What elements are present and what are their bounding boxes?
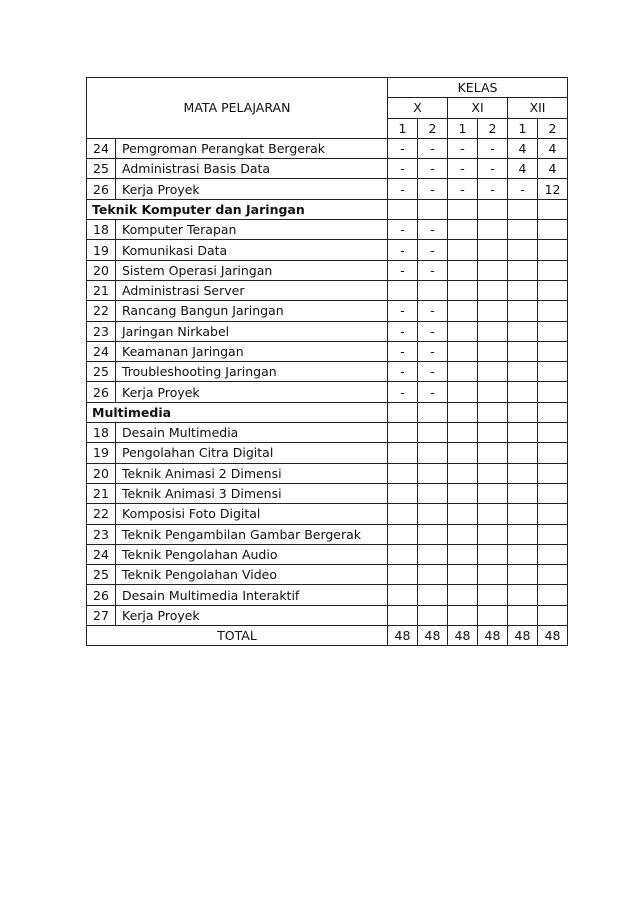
hours-cell bbox=[418, 483, 448, 503]
hours-cell: 4 bbox=[508, 159, 538, 179]
table-row bbox=[87, 220, 568, 240]
hours-cell bbox=[418, 585, 448, 605]
hours-cell bbox=[388, 423, 418, 443]
table-row bbox=[87, 260, 568, 280]
table-row bbox=[87, 301, 568, 321]
table-row bbox=[87, 483, 568, 503]
section-row bbox=[87, 199, 568, 219]
hours-cell bbox=[538, 321, 568, 341]
hours-cell bbox=[508, 585, 538, 605]
hours-cell bbox=[478, 585, 508, 605]
kelas-header: KELAS bbox=[388, 78, 568, 98]
hours-cell bbox=[388, 280, 418, 300]
table-row bbox=[87, 321, 568, 341]
table-row bbox=[87, 463, 568, 483]
hours-cell bbox=[508, 443, 538, 463]
row-number: 19 bbox=[87, 240, 116, 260]
hours-cell bbox=[478, 280, 508, 300]
table-row bbox=[87, 159, 568, 179]
subject-name: Komputer Terapan bbox=[116, 220, 388, 240]
hours-cell bbox=[478, 524, 508, 544]
table-header bbox=[87, 78, 568, 139]
table-row bbox=[87, 362, 568, 382]
curriculum-table bbox=[86, 77, 568, 646]
table-row bbox=[87, 524, 568, 544]
hours-cell bbox=[418, 605, 448, 625]
empty-cell bbox=[388, 402, 418, 422]
hours-cell bbox=[508, 605, 538, 625]
hours-cell bbox=[448, 382, 478, 402]
hours-cell bbox=[388, 524, 418, 544]
hours-cell bbox=[538, 585, 568, 605]
semester-header: 1 bbox=[388, 118, 418, 138]
hours-cell bbox=[478, 220, 508, 240]
empty-cell bbox=[508, 402, 538, 422]
section-title: Multimedia bbox=[87, 402, 388, 422]
subject-name: Teknik Pengambilan Gambar Bergerak bbox=[116, 524, 388, 544]
hours-cell bbox=[508, 463, 538, 483]
subject-name: Kerja Proyek bbox=[116, 179, 388, 199]
row-number: 18 bbox=[87, 220, 116, 240]
hours-cell bbox=[508, 504, 538, 524]
hours-cell bbox=[508, 321, 538, 341]
table-row bbox=[87, 585, 568, 605]
hours-cell bbox=[448, 483, 478, 503]
hours-cell: - bbox=[388, 260, 418, 280]
hours-cell: - bbox=[418, 321, 448, 341]
hours-cell bbox=[418, 423, 448, 443]
hours-cell bbox=[478, 301, 508, 321]
row-number: 24 bbox=[87, 341, 116, 361]
hours-cell bbox=[538, 301, 568, 321]
row-number: 26 bbox=[87, 382, 116, 402]
subject-name: Kerja Proyek bbox=[116, 605, 388, 625]
empty-cell bbox=[478, 402, 508, 422]
total-value: 48 bbox=[538, 626, 568, 646]
hours-cell: - bbox=[418, 220, 448, 240]
subject-name: Rancang Bangun Jaringan bbox=[116, 301, 388, 321]
subject-name: Desain Multimedia bbox=[116, 423, 388, 443]
row-number: 21 bbox=[87, 280, 116, 300]
hours-cell bbox=[478, 443, 508, 463]
hours-cell: - bbox=[388, 220, 418, 240]
row-number: 21 bbox=[87, 483, 116, 503]
hours-cell bbox=[538, 463, 568, 483]
empty-cell bbox=[478, 199, 508, 219]
row-number: 25 bbox=[87, 565, 116, 585]
section-title: Teknik Komputer dan Jaringan bbox=[87, 199, 388, 219]
hours-cell bbox=[448, 565, 478, 585]
hours-cell bbox=[508, 524, 538, 544]
hours-cell bbox=[478, 362, 508, 382]
table-row bbox=[87, 179, 568, 199]
subject-name: Troubleshooting Jaringan bbox=[116, 362, 388, 382]
hours-cell bbox=[418, 565, 448, 585]
subject-name: Teknik Animasi 2 Dimensi bbox=[116, 463, 388, 483]
empty-cell bbox=[418, 199, 448, 219]
hours-cell bbox=[538, 483, 568, 503]
row-number: 26 bbox=[87, 585, 116, 605]
empty-cell bbox=[508, 199, 538, 219]
semester-header: 1 bbox=[448, 118, 478, 138]
hours-cell: - bbox=[418, 240, 448, 260]
row-number: 25 bbox=[87, 362, 116, 382]
row-number: 27 bbox=[87, 605, 116, 625]
row-number: 22 bbox=[87, 504, 116, 524]
hours-cell bbox=[538, 362, 568, 382]
hours-cell bbox=[478, 321, 508, 341]
semester-header: 2 bbox=[538, 118, 568, 138]
hours-cell bbox=[508, 341, 538, 361]
hours-cell bbox=[478, 483, 508, 503]
grade-x-header: X bbox=[388, 98, 448, 118]
row-number: 22 bbox=[87, 301, 116, 321]
row-number: 24 bbox=[87, 138, 116, 158]
hours-cell bbox=[448, 220, 478, 240]
hours-cell bbox=[538, 544, 568, 564]
subject-name: Teknik Pengolahan Video bbox=[116, 565, 388, 585]
hours-cell bbox=[508, 423, 538, 443]
hours-cell: - bbox=[388, 341, 418, 361]
subject-name: Pengolahan Citra Digital bbox=[116, 443, 388, 463]
hours-cell bbox=[538, 220, 568, 240]
hours-cell bbox=[478, 423, 508, 443]
subject-name: Teknik Animasi 3 Dimensi bbox=[116, 483, 388, 503]
subject-name: Pemgroman Perangkat Bergerak bbox=[116, 138, 388, 158]
hours-cell bbox=[538, 504, 568, 524]
hours-cell bbox=[388, 565, 418, 585]
hours-cell: - bbox=[418, 341, 448, 361]
hours-cell bbox=[478, 382, 508, 402]
table-row bbox=[87, 138, 568, 158]
table-row bbox=[87, 443, 568, 463]
hours-cell bbox=[418, 463, 448, 483]
hours-cell bbox=[538, 524, 568, 544]
hours-cell bbox=[538, 423, 568, 443]
hours-cell bbox=[448, 443, 478, 463]
hours-cell: - bbox=[508, 179, 538, 199]
hours-cell bbox=[538, 280, 568, 300]
subject-name: Sistem Operasi Jaringan bbox=[116, 260, 388, 280]
hours-cell bbox=[388, 605, 418, 625]
hours-cell bbox=[508, 362, 538, 382]
hours-cell bbox=[478, 565, 508, 585]
hours-cell bbox=[388, 585, 418, 605]
hours-cell bbox=[448, 544, 478, 564]
hours-cell: - bbox=[388, 321, 418, 341]
subject-name: Komposisi Foto Digital bbox=[116, 504, 388, 524]
empty-cell bbox=[538, 402, 568, 422]
hours-cell: - bbox=[478, 138, 508, 158]
table-row bbox=[87, 280, 568, 300]
hours-cell bbox=[418, 544, 448, 564]
hours-cell bbox=[448, 524, 478, 544]
hours-cell bbox=[538, 605, 568, 625]
hours-cell bbox=[448, 321, 478, 341]
hours-cell: - bbox=[418, 260, 448, 280]
hours-cell bbox=[388, 544, 418, 564]
hours-cell bbox=[508, 220, 538, 240]
hours-cell bbox=[418, 524, 448, 544]
hours-cell: - bbox=[448, 159, 478, 179]
row-number: 20 bbox=[87, 260, 116, 280]
row-number: 24 bbox=[87, 544, 116, 564]
table-row bbox=[87, 341, 568, 361]
hours-cell bbox=[478, 341, 508, 361]
hours-cell: - bbox=[388, 159, 418, 179]
row-number: 23 bbox=[87, 321, 116, 341]
table-row bbox=[87, 423, 568, 443]
hours-cell: - bbox=[418, 179, 448, 199]
table-row bbox=[87, 605, 568, 625]
hours-cell: 4 bbox=[538, 138, 568, 158]
hours-cell: - bbox=[388, 382, 418, 402]
grade-xii-header: XII bbox=[508, 98, 568, 118]
total-value: 48 bbox=[418, 626, 448, 646]
hours-cell: - bbox=[448, 179, 478, 199]
hours-cell: - bbox=[388, 240, 418, 260]
hours-cell: - bbox=[418, 301, 448, 321]
hours-cell bbox=[448, 260, 478, 280]
hours-cell bbox=[538, 240, 568, 260]
subject-name: Administrasi Server bbox=[116, 280, 388, 300]
grade-xi-header: XI bbox=[448, 98, 508, 118]
section-row bbox=[87, 402, 568, 422]
subject-name: Keamanan Jaringan bbox=[116, 341, 388, 361]
hours-cell: - bbox=[388, 138, 418, 158]
table-row bbox=[87, 565, 568, 585]
total-value: 48 bbox=[508, 626, 538, 646]
hours-cell: - bbox=[418, 138, 448, 158]
table-row bbox=[87, 240, 568, 260]
hours-cell bbox=[448, 280, 478, 300]
hours-cell bbox=[388, 483, 418, 503]
hours-cell: - bbox=[418, 362, 448, 382]
hours-cell bbox=[478, 544, 508, 564]
hours-cell: 4 bbox=[538, 159, 568, 179]
hours-cell: - bbox=[388, 301, 418, 321]
hours-cell bbox=[418, 280, 448, 300]
hours-cell bbox=[448, 504, 478, 524]
hours-cell bbox=[478, 240, 508, 260]
hours-cell bbox=[418, 504, 448, 524]
hours-cell bbox=[388, 504, 418, 524]
hours-cell bbox=[538, 443, 568, 463]
hours-cell: 12 bbox=[538, 179, 568, 199]
table-row bbox=[87, 382, 568, 402]
hours-cell bbox=[538, 382, 568, 402]
hours-cell: - bbox=[478, 159, 508, 179]
subject-name: Kerja Proyek bbox=[116, 382, 388, 402]
hours-cell: - bbox=[418, 382, 448, 402]
hours-cell bbox=[508, 382, 538, 402]
empty-cell bbox=[448, 402, 478, 422]
hours-cell bbox=[478, 463, 508, 483]
semester-header: 1 bbox=[508, 118, 538, 138]
table-footer bbox=[87, 626, 568, 646]
hours-cell bbox=[508, 260, 538, 280]
hours-cell bbox=[478, 260, 508, 280]
row-number: 18 bbox=[87, 423, 116, 443]
hours-cell bbox=[448, 362, 478, 382]
hours-cell: - bbox=[388, 179, 418, 199]
total-value: 48 bbox=[448, 626, 478, 646]
empty-cell bbox=[448, 199, 478, 219]
hours-cell: 4 bbox=[508, 138, 538, 158]
row-number: 25 bbox=[87, 159, 116, 179]
hours-cell bbox=[508, 240, 538, 260]
semester-header: 2 bbox=[418, 118, 448, 138]
row-number: 20 bbox=[87, 463, 116, 483]
row-number: 26 bbox=[87, 179, 116, 199]
hours-cell bbox=[448, 301, 478, 321]
table-row bbox=[87, 544, 568, 564]
subject-name: Desain Multimedia Interaktif bbox=[116, 585, 388, 605]
mata-pelajaran-header: MATA PELAJARAN bbox=[87, 78, 388, 139]
hours-cell bbox=[538, 260, 568, 280]
hours-cell bbox=[538, 565, 568, 585]
subject-name: Komunikasi Data bbox=[116, 240, 388, 260]
hours-cell bbox=[508, 565, 538, 585]
empty-cell bbox=[418, 402, 448, 422]
hours-cell bbox=[448, 423, 478, 443]
hours-cell bbox=[418, 443, 448, 463]
hours-cell: - bbox=[418, 159, 448, 179]
hours-cell bbox=[448, 605, 478, 625]
hours-cell: - bbox=[478, 179, 508, 199]
total-label: TOTAL bbox=[87, 626, 388, 646]
subject-name: Administrasi Basis Data bbox=[116, 159, 388, 179]
empty-cell bbox=[538, 199, 568, 219]
hours-cell bbox=[508, 301, 538, 321]
hours-cell: - bbox=[388, 362, 418, 382]
row-number: 23 bbox=[87, 524, 116, 544]
subject-name: Teknik Pengolahan Audio bbox=[116, 544, 388, 564]
hours-cell bbox=[388, 463, 418, 483]
hours-cell bbox=[508, 544, 538, 564]
hours-cell bbox=[538, 341, 568, 361]
hours-cell bbox=[448, 585, 478, 605]
hours-cell bbox=[448, 463, 478, 483]
hours-cell: - bbox=[448, 138, 478, 158]
hours-cell bbox=[478, 605, 508, 625]
hours-cell bbox=[508, 483, 538, 503]
total-row bbox=[87, 626, 568, 646]
hours-cell bbox=[448, 240, 478, 260]
row-number: 19 bbox=[87, 443, 116, 463]
semester-header: 2 bbox=[478, 118, 508, 138]
table-body bbox=[87, 138, 568, 625]
total-value: 48 bbox=[388, 626, 418, 646]
hours-cell bbox=[478, 504, 508, 524]
table-row bbox=[87, 504, 568, 524]
hours-cell bbox=[388, 443, 418, 463]
total-value: 48 bbox=[478, 626, 508, 646]
empty-cell bbox=[388, 199, 418, 219]
subject-name: Jaringan Nirkabel bbox=[116, 321, 388, 341]
hours-cell bbox=[448, 341, 478, 361]
hours-cell bbox=[508, 280, 538, 300]
